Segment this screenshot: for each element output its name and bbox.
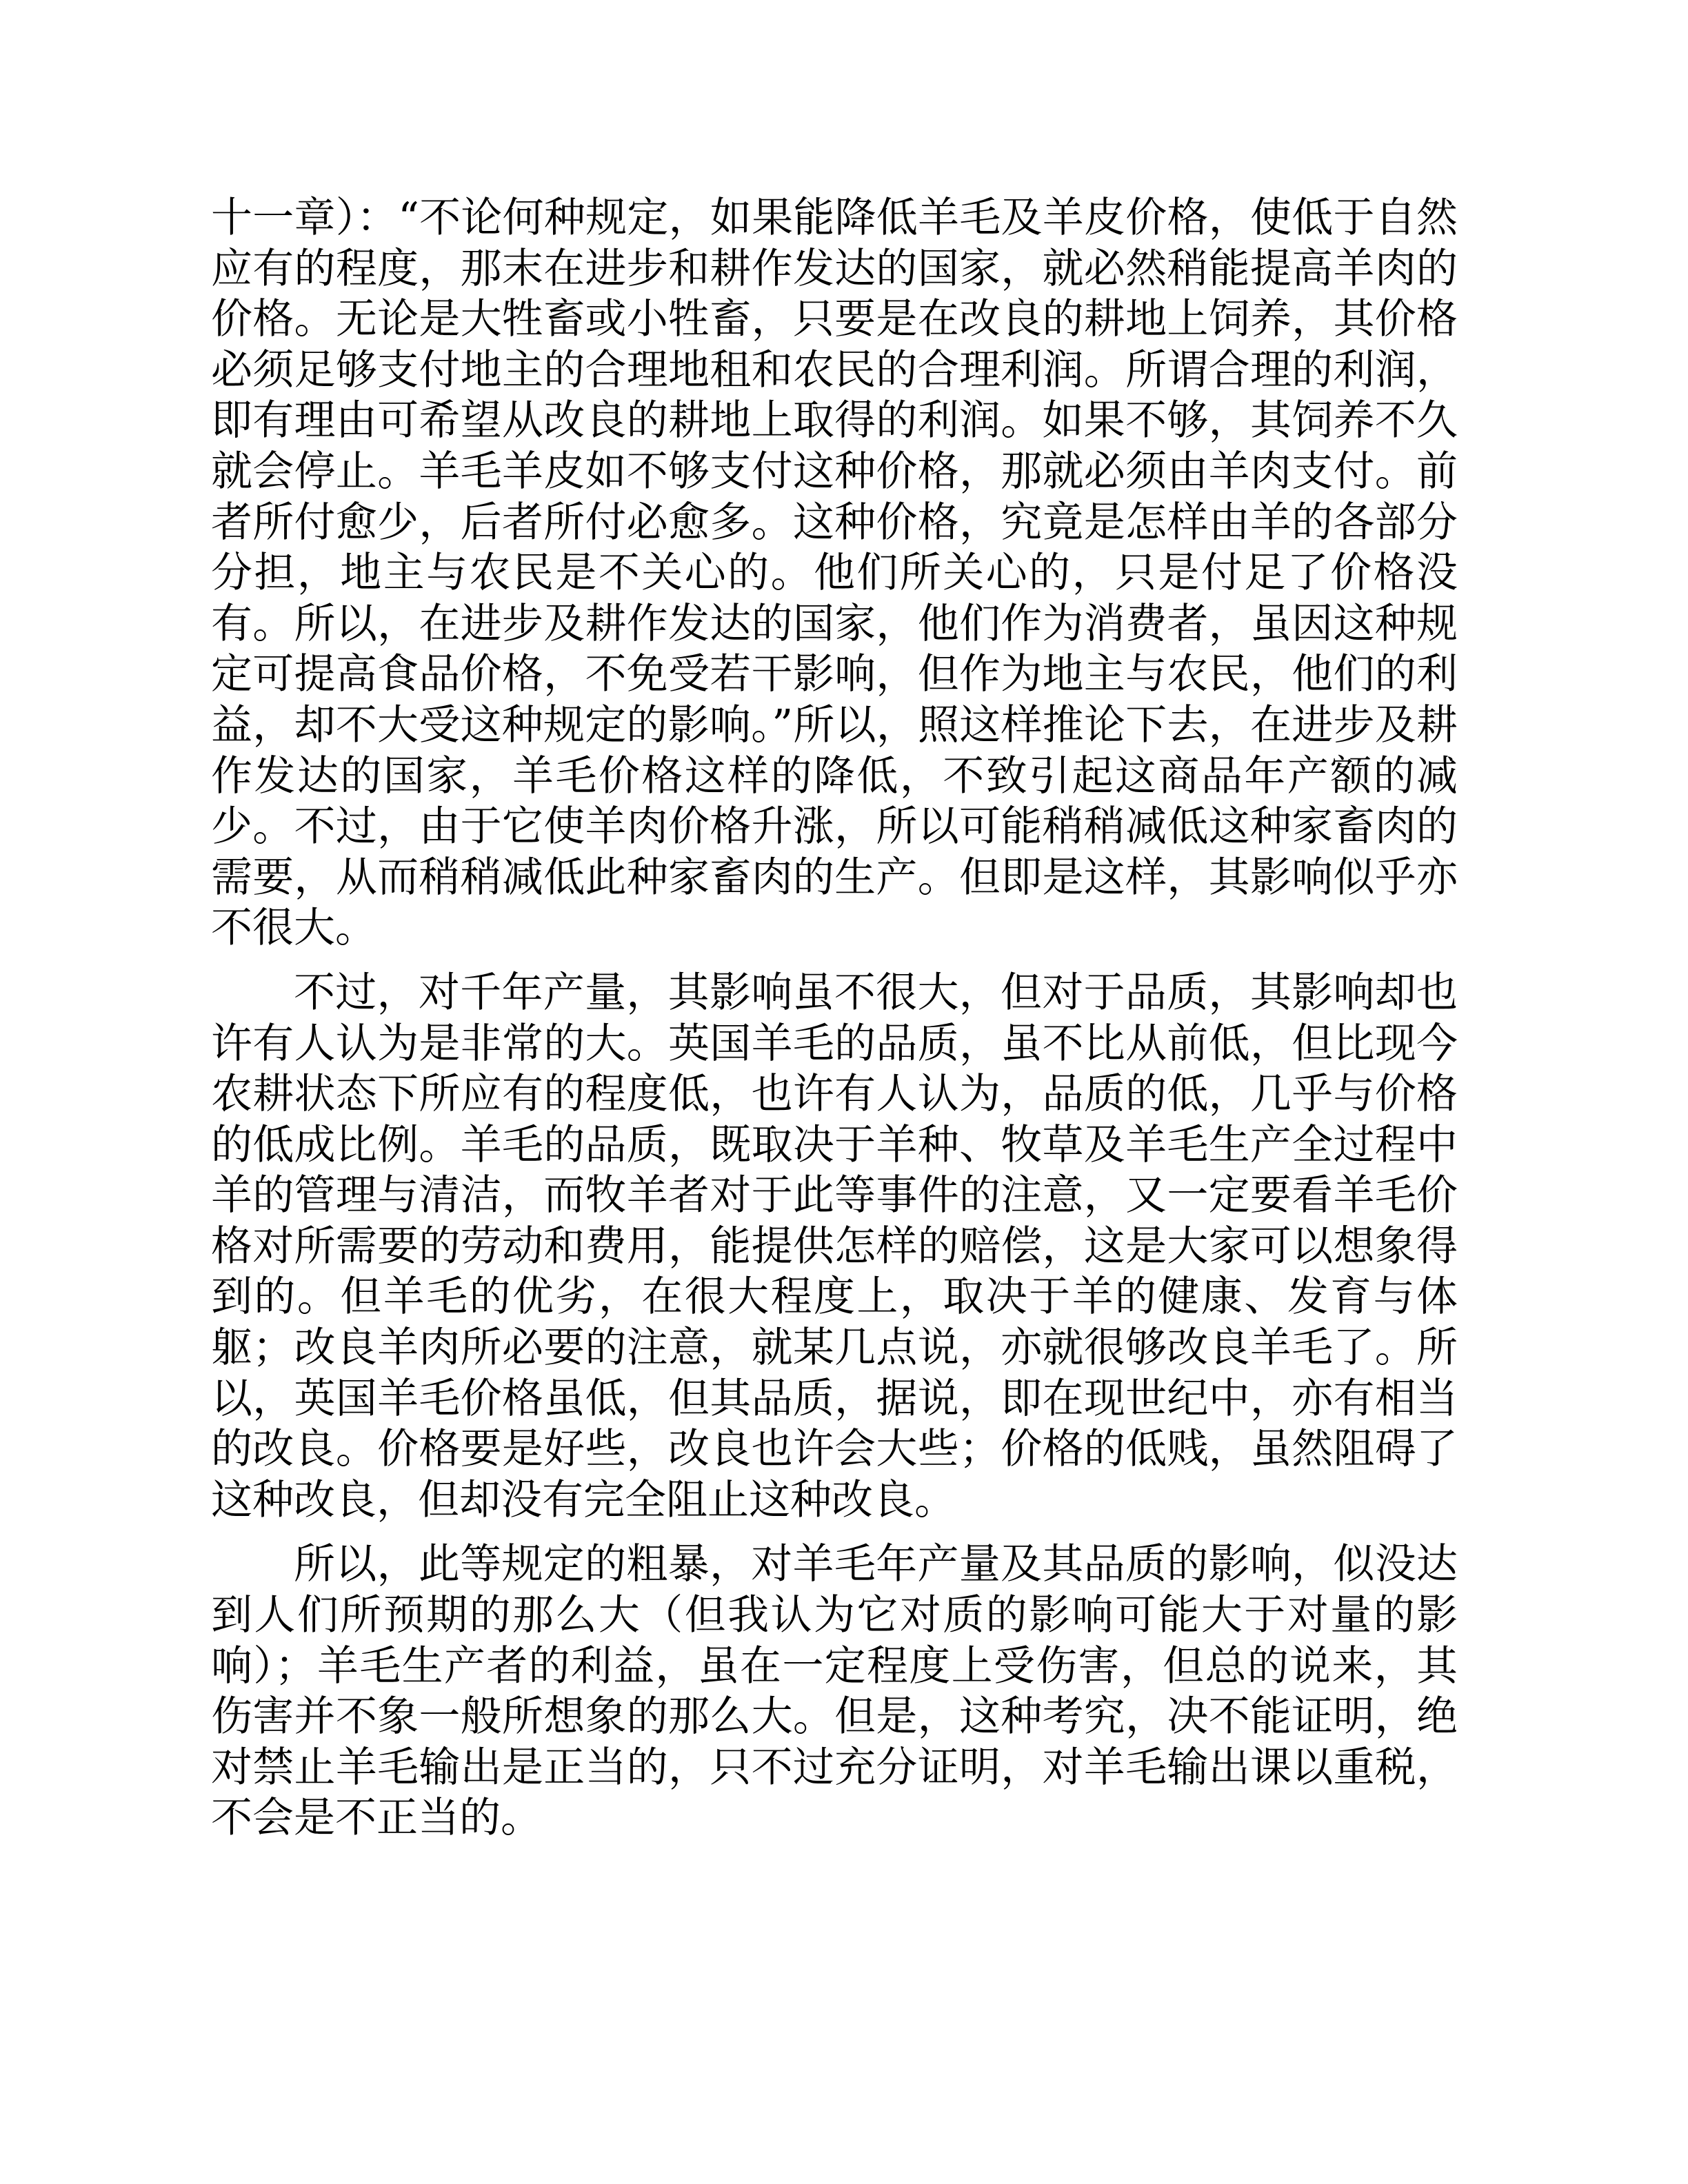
paragraph-3: 所以，此等规定的粗暴，对羊毛年产量及其品质的影响，似没达到人们所预期的那么大（但我认为它对质的影响可能大于对量的影响）；羊毛生产者的利益，虽在一定程度上受伤害，但总的说来，其伤害并不象一般所想象的那么大。但是，这种考究，决不能证明，绝对禁止羊毛输出是正当的，只不过充分证明，对羊毛输出课以重税，不会是不正当的。	[211, 1540, 1458, 1843]
document-page	[211, 193, 1458, 1858]
paragraph-1: 十一章）：“不论何种规定，如果能降低羊毛及羊皮价格，使低于自然应有的程度，那末在进步和耕作发达的国家，就必然稍能提高羊肉的价格。无论是大牲畜或小牲畜，只要是在改良的耕地上饲养，其价格必须足够支付地主的合理地租和农民的合理利润。所谓合理的利润，即有理由可希望从改良的耕地上取得的利润。如果不够，其饲养不久就会停止。羊毛羊皮如不够支付这种价格，那就必须由羊肉支付。前者所付愈少，后者所付必愈多。这种价格，究竟是怎样由羊的各部分分担，地主与农民是不关心的。他们所关心的，只是付足了价格没有。所以，在进步及耕作发达的国家，他们作为消费者，虽因这种规定可提高食品价格，不免受若干影响，但作为地主与农民，他们的利益，却不大受这种规定的影响。”所以，照这样推论下去，在进步及耕作发达的国家，羊毛价格这样的降低，不致引起这商品年产额的减少。不过，由于它使羊肉价格升涨，所以可能稍稍减低这种家畜肉的需要，从而稍稍减低此种家畜肉的生产。但即是这样，其影响似乎亦不很大。	[211, 194, 1458, 953]
paragraph-2: 不过，对千年产量，其影响虽不很大，但对于品质，其影响却也许有人认为是非常的大。英国羊毛的品质，虽不比从前低，但比现今农耕状态下所应有的程度低，也许有人认为，品质的低，几乎与价格的低成比例。羊毛的品质，既取决于羊种、牧草及羊毛生产全过程中羊的管理与清洁，而牧羊者对于此等事件的注意，又一定要看羊毛价格对所需要的劳动和费用，能提供怎样的赔偿，这是大家可以想象得到的。但羊毛的优劣，在很大程度上，取决于羊的健康、发育与体躯；改良羊肉所必要的注意，就某几点说，亦就很够改良羊毛了。所以，英国羊毛价格虽低，但其品质，据说，即在现世纪中，亦有相当的改良。价格要是好些，改良也许会大些；价格的低贱，虽然阻碍了这种改良，但却没有完全阻止这种改良。	[211, 968, 1458, 1524]
